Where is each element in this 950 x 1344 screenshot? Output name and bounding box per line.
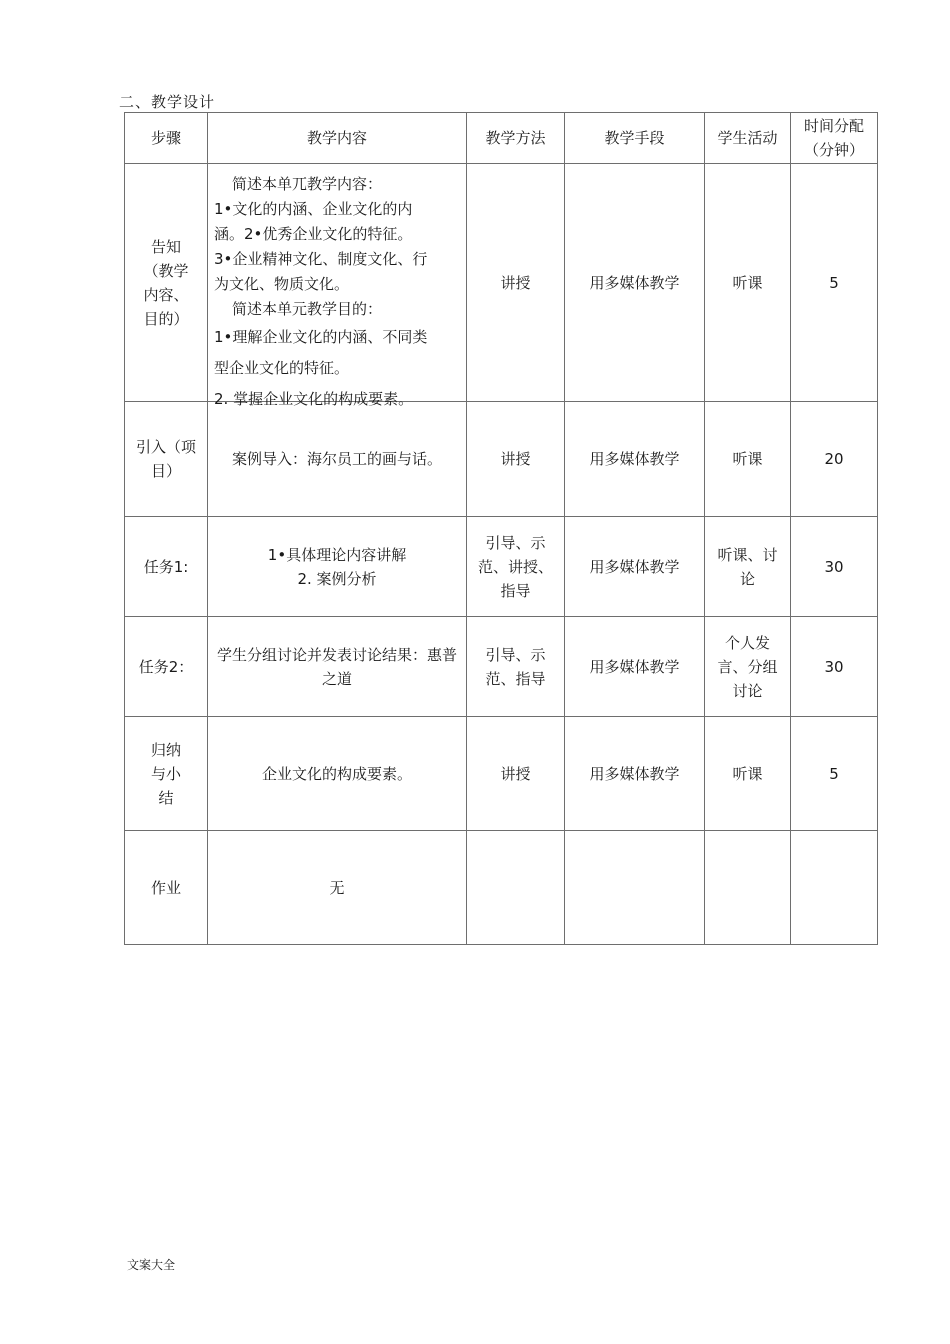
content-line: 为文化、物质文化。: [214, 275, 350, 293]
cell-step: 引入（项目）: [125, 402, 208, 517]
cell-method: 引导、示范、讲授、指导: [467, 517, 565, 617]
footer-text: 文案大全: [127, 1258, 176, 1272]
cell-method: 讲授: [467, 402, 565, 517]
cell-content: 学生分组讨论并发表讨论结果：惠普之道: [208, 617, 467, 717]
cell-time: 20: [791, 402, 878, 517]
table-row: [125, 717, 878, 831]
header-step: 步骤: [125, 113, 208, 164]
cell-activity: 听课: [705, 402, 791, 517]
table-row: [125, 617, 878, 717]
table-row: [125, 517, 878, 617]
cell-step: 任务1:: [125, 517, 208, 617]
cell-time: 30: [791, 617, 878, 717]
cell-time: 5: [791, 164, 878, 402]
cell-activity: [705, 831, 791, 945]
cell-content: [208, 517, 467, 617]
cell-step: 作业: [125, 831, 208, 945]
content-line: 1•文化的内涵、企业文化的内: [214, 200, 413, 218]
content-line: 3•企业精神文化、制度文化、行: [214, 250, 428, 268]
content-line: 涵。2•优秀企业文化的特征。: [214, 225, 413, 243]
header-time: 时间分配（分钟）: [791, 113, 878, 164]
cell-means: 用多媒体教学: [565, 617, 705, 717]
content-line: 2. 案例分析: [297, 569, 377, 588]
header-activity: 学生活动: [705, 113, 791, 164]
table-row: [125, 831, 878, 945]
cell-means: 用多媒体教学: [565, 402, 705, 517]
table-row: [125, 402, 878, 517]
cell-time: 30: [791, 517, 878, 617]
content-line: 简述本单兀教学内容：: [232, 175, 383, 193]
section-title: 二、教学设计: [119, 93, 216, 111]
cell-content: 案例导入：海尔员工的画与话。: [208, 402, 467, 517]
cell-step: 告知（教学内容、目的）: [125, 164, 208, 402]
content-line: 1•理解企业文化的内涵、不同类: [214, 328, 428, 346]
header-method: 教学方法: [467, 113, 565, 164]
cell-activity: 听课: [705, 164, 791, 402]
cell-step: 归纳与小结: [125, 717, 208, 831]
cell-method: 引导、示范、指导: [467, 617, 565, 717]
cell-step: 任务2：: [125, 617, 208, 717]
cell-method: 讲授: [467, 164, 565, 402]
content-clip: [214, 164, 460, 408]
content-line: 1•具体理论内容讲解: [267, 545, 407, 564]
content-line: 2. 掌握企业文化的构成要素。: [214, 390, 414, 408]
header-row: [125, 113, 878, 164]
cell-method: 讲授: [467, 717, 565, 831]
header-content: 教学内容: [208, 113, 467, 164]
cell-means: 用多媒体教学: [565, 164, 705, 402]
cell-time: 5: [791, 717, 878, 831]
content-line: 型企业文化的特征。: [214, 359, 350, 377]
cell-content: 企业文化的构成要素。: [208, 717, 467, 831]
cell-time: [791, 831, 878, 945]
cell-activity: 个人发言、分组讨论: [705, 617, 791, 717]
table-row: [125, 164, 878, 402]
content-line: 简述本单元教学目的：: [232, 300, 383, 318]
cell-means: 用多媒体教学: [565, 717, 705, 831]
cell-activity: 听课: [705, 717, 791, 831]
cell-activity: 听课、讨论: [705, 517, 791, 617]
cell-means: [565, 831, 705, 945]
cell-method: [467, 831, 565, 945]
teaching-design-table: [124, 112, 878, 945]
cell-content: [208, 164, 467, 408]
cell-means: 用多媒体教学: [565, 517, 705, 617]
header-means: 教学手段: [565, 113, 705, 164]
cell-content: 无: [208, 831, 467, 945]
